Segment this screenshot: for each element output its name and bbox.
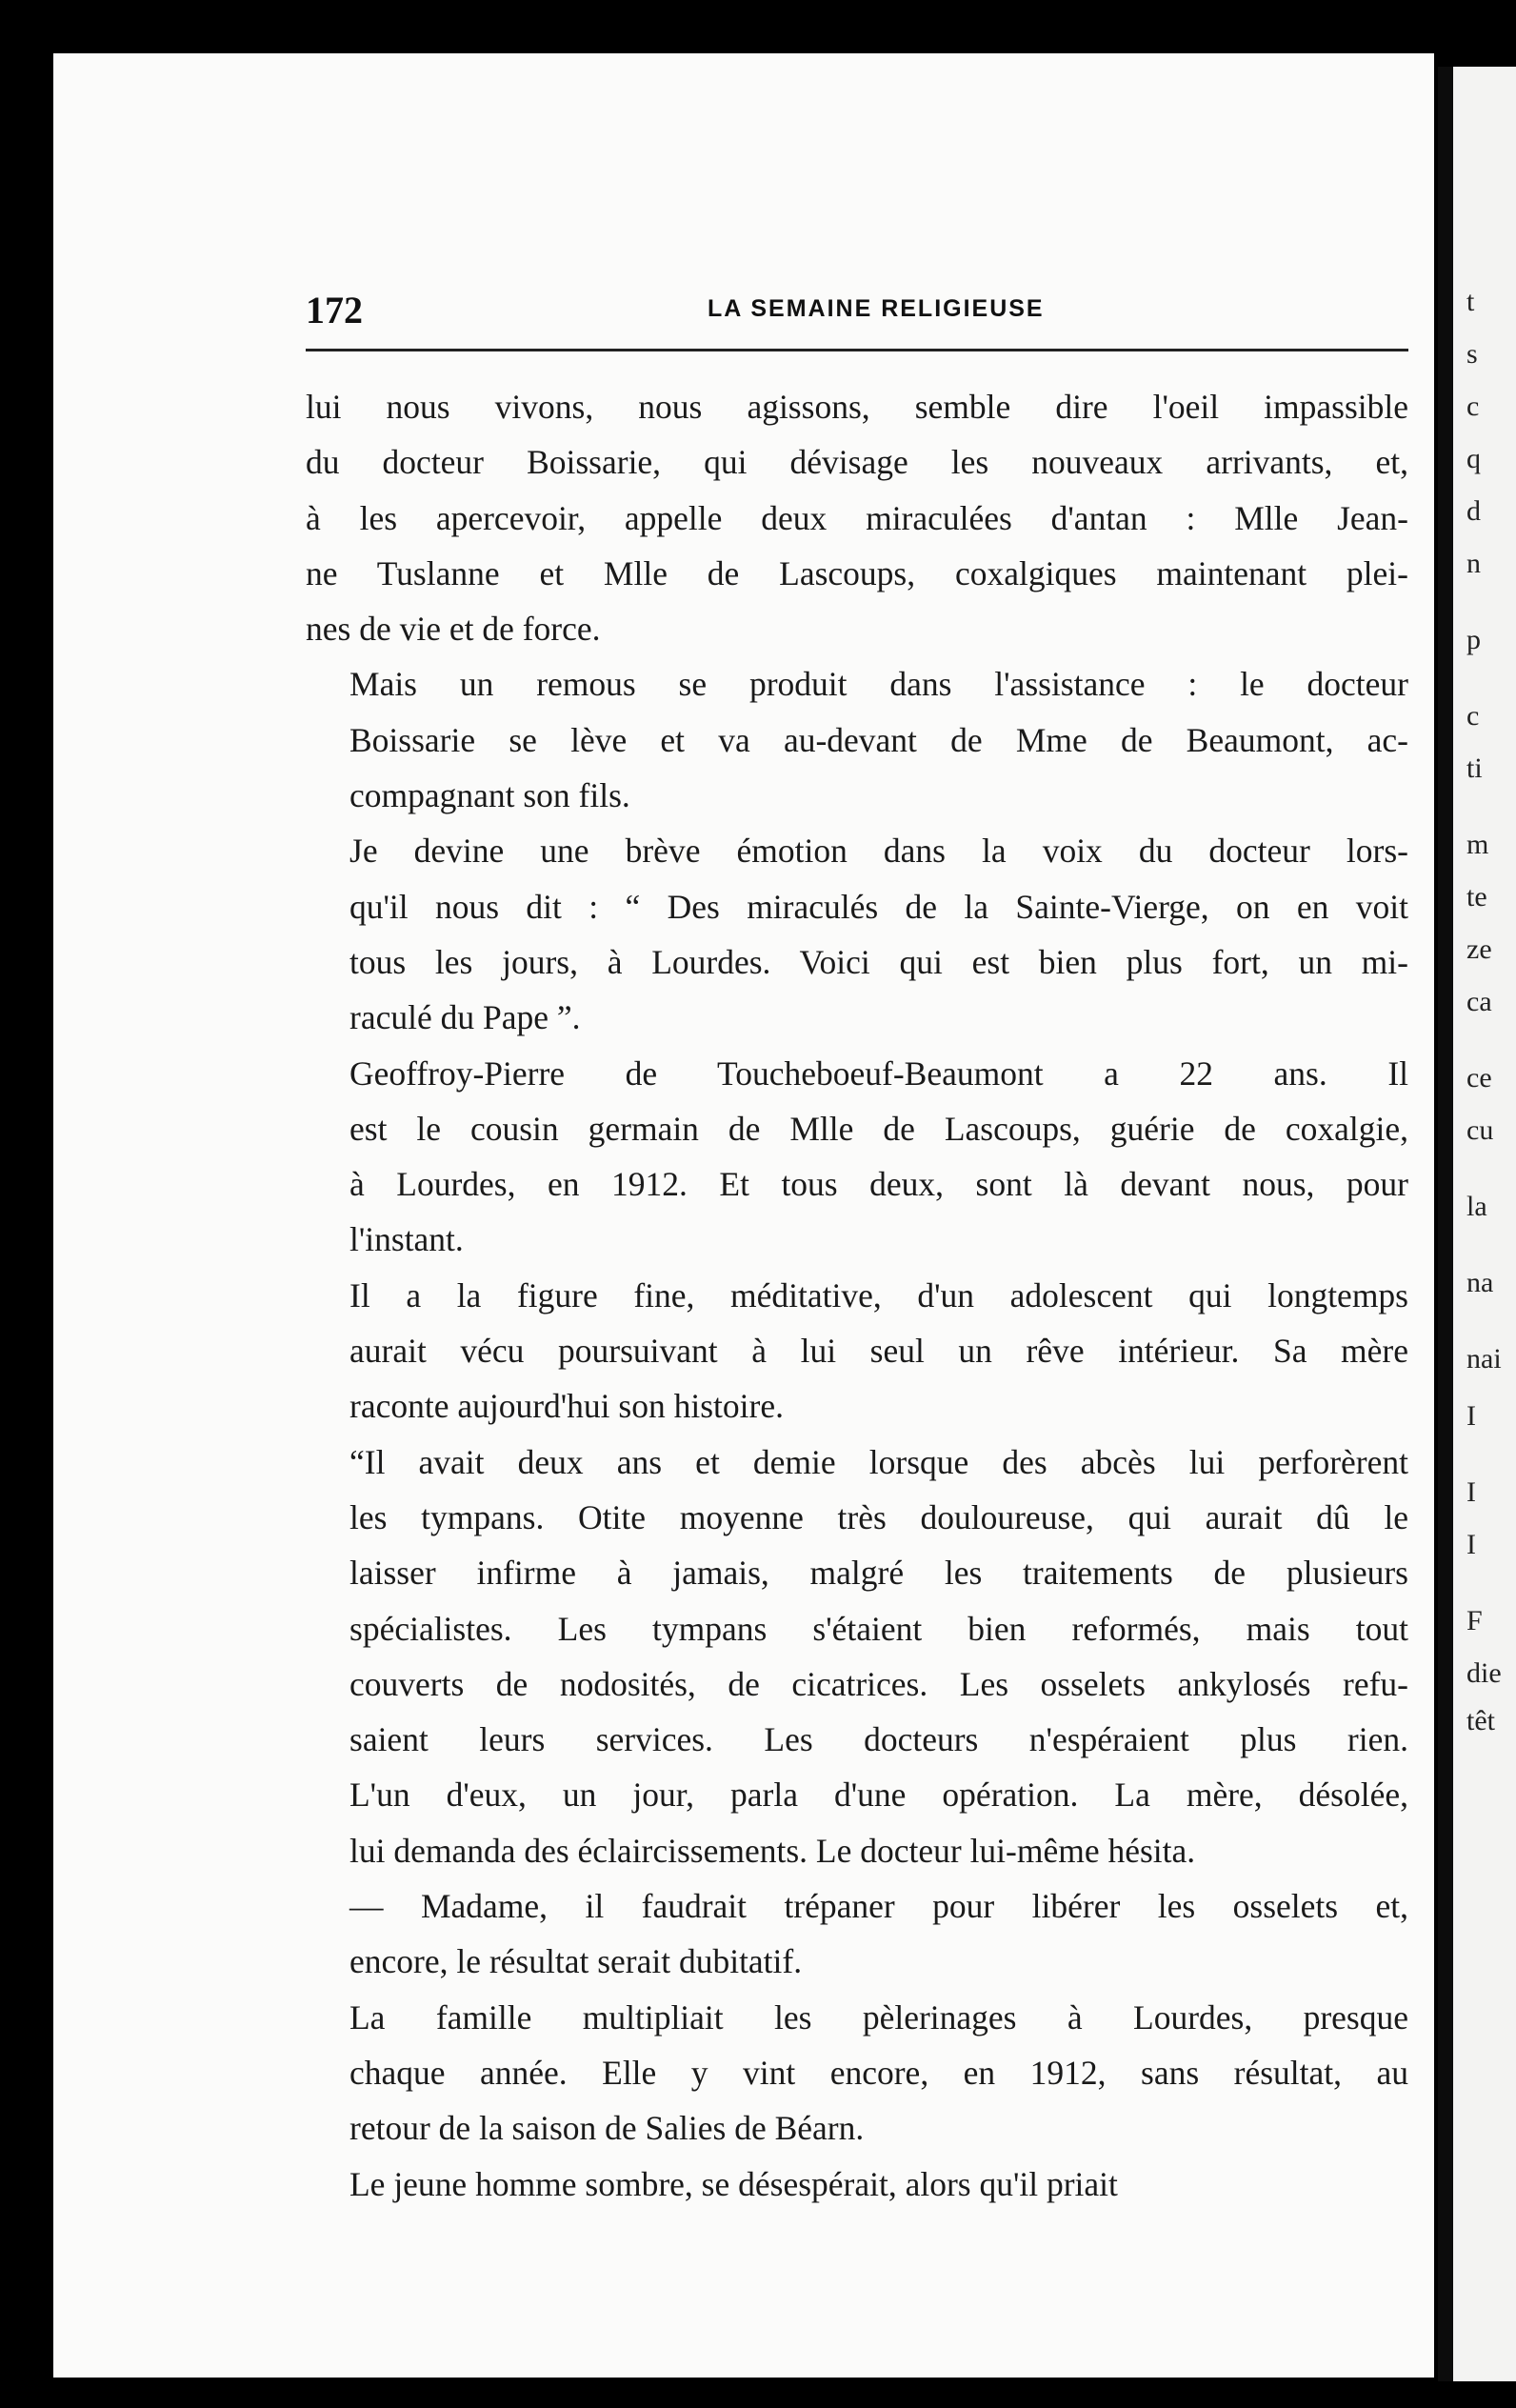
text-line: Mais un remous se produit dans l'assistance : le docteur <box>349 665 1408 704</box>
text-line: aurait vécu poursuivant à lui seul un rêve intérieur. Sa mère <box>349 1332 1408 1371</box>
facing-text-fragment: t <box>1466 286 1475 317</box>
text-line: retour de la saison de Salies de Béarn. <box>349 2109 865 2148</box>
text-line: à les apercevoir, appelle deux miraculées d'antan : Mlle Jean- <box>306 498 1408 537</box>
text-line: “Il avait deux ans et demie lorsque des abcès lui perforèrent <box>349 1442 1408 1481</box>
text-line: couverts de nodosités, de cicatrices. Les osselets ankylosés refu- <box>349 1664 1408 1703</box>
text-line: compagnant son fils. <box>349 776 630 815</box>
page-number: 172 <box>306 289 363 331</box>
text-line: les tympans. Otite moyenne très douloureuse, qui aurait dû le <box>349 1497 1408 1536</box>
facing-text-fragment: c <box>1466 391 1480 422</box>
text-line: à Lourdes, en 1912. Et tous deux, sont là devant nous, pour <box>349 1165 1408 1204</box>
text-line: du docteur Boissarie, qui dévisage les nouveaux arrivants, et, <box>306 443 1408 482</box>
paragraph <box>306 1990 1408 2157</box>
text-line: encore, le résultat serait dubitatif. <box>349 1942 803 1981</box>
facing-text-fragment: la <box>1466 1191 1487 1222</box>
text-line: Geoffroy-Pierre de Toucheboeuf-Beaumont a 22 ans. Il <box>349 1054 1408 1093</box>
running-title: LA SEMAINE RELIGIEUSE <box>708 295 1045 322</box>
book-gutter <box>1438 67 1453 2381</box>
facing-text-fragment: na <box>1466 1267 1494 1298</box>
facing-text-fragment: p <box>1466 624 1481 655</box>
text-line: qu'il nous dit : “ Des miraculés de la Sainte-Vierge, on en voit <box>349 887 1408 926</box>
facing-text-fragment: I <box>1466 1400 1476 1432</box>
facing-text-fragment: F <box>1466 1605 1483 1636</box>
paragraph <box>306 379 1408 656</box>
text-line: La famille multipliait les pèlerinages à Lourdes, presque <box>349 1997 1408 2037</box>
text-line: ne Tuslanne et Mlle de Lascoups, coxalgiques maintenant plei- <box>306 553 1408 592</box>
facing-text-fragment: te <box>1466 881 1487 913</box>
facing-text-fragment: I <box>1466 1529 1476 1560</box>
facing-text-fragment: m <box>1466 829 1489 860</box>
page-header <box>306 242 1408 331</box>
facing-text-fragment: q <box>1466 443 1481 474</box>
text-line: Boissarie se lève et va au-devant de Mme de Beaumont, ac- <box>349 720 1408 759</box>
text-line: spécialistes. Les tympans s'étaient bien reformés, mais tout <box>349 1609 1408 1648</box>
text-line: est le cousin germain de Mlle de Lascoups, guérie de coxalgie, <box>349 1109 1408 1148</box>
facing-text-fragment: d <box>1466 495 1481 527</box>
body-text <box>306 379 1408 2212</box>
facing-text-fragment: ce <box>1466 1062 1492 1094</box>
paragraph <box>306 1878 1408 1990</box>
facing-text-fragment: cu <box>1466 1114 1494 1146</box>
text-line: Le jeune homme sombre, se désespérait, alors qu'il priait <box>349 2164 1118 2203</box>
facing-page-edge <box>1438 67 1516 2381</box>
paragraph <box>306 823 1408 1045</box>
facing-text-fragment: têt <box>1466 1705 1495 1736</box>
facing-text-fragment: ti <box>1466 752 1483 784</box>
text-line: raconte aujourd'hui son histoire. <box>349 1387 784 1426</box>
facing-text-fragment: ze <box>1466 933 1492 965</box>
facing-text-fragment: ca <box>1466 986 1492 1017</box>
facing-text-fragment: n <box>1466 548 1481 579</box>
paragraph <box>306 656 1408 823</box>
text-line: saient leurs services. Les docteurs n'espéraient plus rien. <box>349 1720 1408 1759</box>
facing-text-fragment: die <box>1466 1657 1502 1689</box>
facing-text-fragment: I <box>1466 1476 1476 1508</box>
text-line: Il a la figure fine, méditative, d'un adolescent qui longtemps <box>349 1275 1408 1314</box>
text-line: lui nous vivons, nous agissons, semble dire l'oeil impassible <box>306 388 1408 426</box>
paragraph <box>306 1046 1408 1268</box>
facing-text-fragment: nai <box>1466 1343 1502 1375</box>
book-page <box>53 53 1434 2378</box>
text-line: — Madame, il faudrait trépaner pour libérer les osselets et, <box>349 1887 1408 1926</box>
text-line: Je devine une brève émotion dans la voix du docteur lors- <box>349 832 1408 871</box>
text-line: L'un d'eux, un jour, parla d'une opération. La mère, désolée, <box>349 1776 1408 1815</box>
paragraph <box>306 1435 1408 1878</box>
text-line: chaque année. Elle y vint encore, en 1912, sans résultat, au <box>349 2053 1408 2092</box>
text-line: lui demanda des éclaircissements. Le docteur lui-même hésita. <box>349 1831 1196 1870</box>
text-line: l'instant. <box>349 1220 464 1259</box>
header-rule <box>306 349 1408 351</box>
facing-text-fragment: c <box>1466 700 1480 732</box>
facing-text-fragment: s <box>1466 338 1478 370</box>
paragraph <box>306 2157 1408 2212</box>
text-line: tous les jours, à Lourdes. Voici qui est bien plus fort, un mi- <box>349 942 1408 981</box>
text-line: laisser infirme à jamais, malgré les traitements de plusieurs <box>349 1554 1408 1593</box>
text-line: nes de vie et de force. <box>306 610 601 649</box>
text-line: raculé du Pape ”. <box>349 998 581 1037</box>
paragraph <box>306 1268 1408 1435</box>
